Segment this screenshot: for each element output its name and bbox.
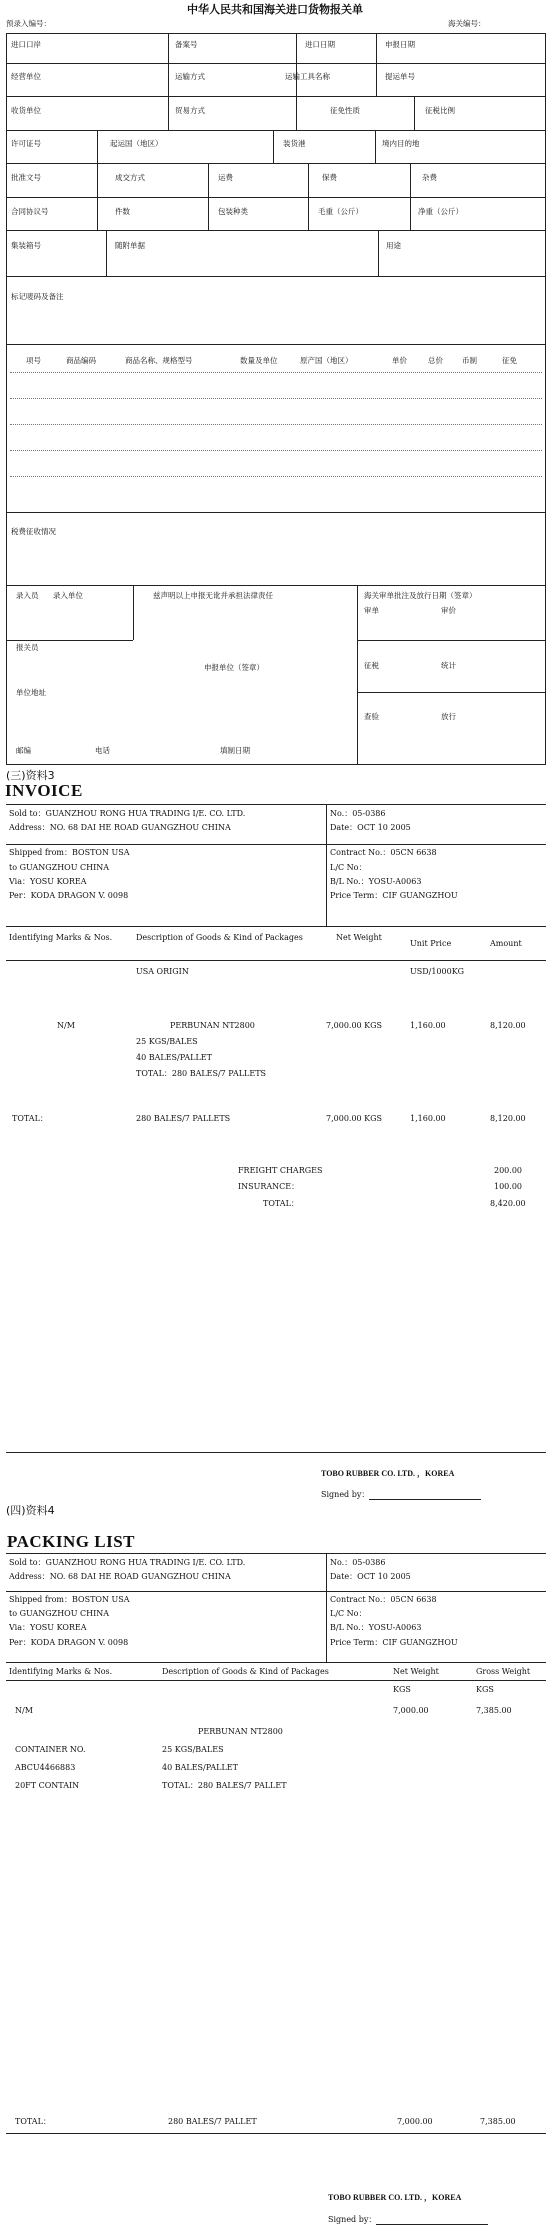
container-no-label: 集装箱号 [11,241,41,250]
row-divider [6,640,133,641]
customs-approval-label: 海关审单批注及放行日期（签章） [364,591,477,600]
invoice-sold-to: Sold to：GUANZHOU RONG HUA TRADING I/E. CO. LTD. [9,809,246,818]
packing-desc-2: 40 BALES/PALLET [162,1763,238,1772]
packing-marks: N/M [15,1706,33,1715]
packing-header-bottom [6,1662,546,1663]
invoice-bottom-line [6,1452,546,1453]
invoice-desc-2: 40 BALES/PALLET [136,1053,212,1062]
marks-remarks-label: 标记唛码及备注 [11,292,64,301]
packing-gross: 7,385.00 [476,1706,512,1715]
invoice-currency-unit: USD/1000KG [410,967,465,976]
invoice-total-amount: 8,120.00 [490,1114,526,1123]
form-border-left [6,33,7,764]
packing-to: to GUANGZHOU CHINA [9,1609,110,1618]
packing-section-label: (四)资料4 [6,1504,55,1517]
packing-net: 7,000.00 [393,1706,429,1715]
postcode-label: 邮编 [16,746,31,755]
invoice-header-divider [326,804,327,926]
currency-header: 币制 [462,356,477,365]
invoice-col-unit: Unit Price [410,939,452,948]
col-divider [97,130,98,163]
import-port-label: 进口口岸 [11,40,41,49]
packing-total-net: 7,000.00 [397,2117,433,2126]
trade-mode-label: 贸易方式 [175,106,205,115]
entry-person-label: 录入员 [16,591,39,600]
col-divider [168,33,169,130]
col-divider [97,163,98,197]
row-divider [6,230,546,231]
record-no-label: 备案号 [175,40,198,49]
origin-header: 原产国（地区） [300,356,353,365]
packing-net-unit: KGS [393,1685,411,1694]
package-type-label: 包装种类 [218,207,248,216]
attached-docs-label: 随附单据 [115,241,145,250]
exemption-header: 征免 [502,356,517,365]
unit-address-label: 单位地址 [16,688,46,697]
misc-fee-label: 杂费 [422,173,437,182]
invoice-marks: N/M [57,1021,75,1030]
form-border-top [6,33,546,34]
statistics-label: 统计 [441,661,456,670]
packing-container-no: ABCU4466883 [15,1763,76,1772]
tax-collection-label: 税费征收情况 [11,527,56,536]
packing-no: No.：05-0386 [330,1558,386,1567]
invoice-company: TOBO RUBBER CO. LTD. ，KOREA [321,1469,455,1478]
row-divider [6,163,546,164]
consignee-label: 收货单位 [11,106,41,115]
item-line [10,476,542,477]
operating-unit-label: 经营单位 [11,72,41,81]
invoice-per: Per：KODA DRAGON V. 0098 [9,891,129,900]
invoice-total-net: 7,000.00 KGS [326,1114,383,1123]
phone-label: 电话 [95,746,110,755]
invoice-section-label: (三)资料3 [6,769,55,782]
declaring-unit-label: 申报单位（签章） [204,663,264,672]
insurance-label: 保费 [322,173,337,182]
invoice-shipped-from: Shipped from：BOSTON USA [9,848,130,857]
item-line [10,398,542,399]
col-divider [273,130,274,163]
destination-label: 境内目的地 [382,139,420,148]
col-divider [376,33,377,63]
freight-label: 运费 [218,173,233,182]
invoice-header-top [6,804,546,805]
col-divider [378,230,379,276]
packing-col-desc: Description of Goods & Kind of Packages [162,1667,329,1676]
packing-header-top [6,1553,546,1554]
form-border-right [545,33,546,764]
form-title: 中华人民共和国海关进口货物报关单 [187,4,363,16]
form-border-bottom [6,764,546,765]
invoice-signature-line [369,1490,481,1500]
invoice-via: Via：YOSU KOREA [9,877,87,886]
col-divider [208,163,209,197]
packing-per: Per：KODA DRAGON V. 0098 [9,1638,129,1647]
col-divider [357,585,358,764]
invoice-total-label: TOTAL： [12,1114,48,1123]
packing-total-packages: 280 BALES/7 PALLET [168,2117,257,2126]
invoice-table-header-line [6,960,546,961]
invoice-header-bottom [6,926,546,927]
col-divider [106,230,107,276]
unit-price-header: 单价 [392,356,407,365]
import-date-label: 进口日期 [305,40,335,49]
invoice-desc-3: TOTAL：280 BALES/7 PALLETS [136,1069,267,1078]
col-divider [308,197,309,230]
invoice-grand-total-label: TOTAL： [263,1199,299,1208]
commodity-name-header: 商品名称、规格型号 [125,356,193,365]
total-price-header: 总价 [428,356,443,365]
packing-date: Date：OCT 10 2005 [330,1572,411,1581]
packing-bl-no: B/L No.：YOSU-A0063 [330,1623,422,1632]
pre-entry-no: 预录入编号： [6,19,51,28]
row-divider [6,276,546,277]
invoice-col-desc: Description of Goods & Kind of Packages [136,933,303,942]
invoice-net-weight: 7,000.00 KGS [326,1021,383,1030]
invoice-insurance: 100.00 [494,1182,522,1191]
fill-date-label: 填制日期 [220,746,250,755]
declare-date-label: 申报日期 [385,40,415,49]
inspection-label: 查验 [364,712,379,721]
invoice-signature [321,1490,481,1500]
packing-sold-to: Sold to：GUANZHOU RONG HUA TRADING I/E. CO. LTD. [9,1558,246,1567]
invoice-col-marks: Identifying Marks & Nos. [9,933,113,942]
item-line [10,450,542,451]
invoice-unit-price: 1,160.00 [410,1021,446,1030]
invoice-no: No.：05-0386 [330,809,386,818]
col-divider [308,163,309,197]
packing-table-header-line [6,1680,546,1681]
invoice-freight-label: FREIGHT CHARGES [238,1166,323,1175]
packing-signature-line [376,2215,488,2225]
price-review-label: 审价 [441,606,456,615]
packing-header-mid [6,1591,546,1592]
row-divider [6,512,546,513]
item-no-header: 项号 [26,356,41,365]
net-weight-label: 净重（公斤） [418,207,463,216]
tax-ratio-label: 征税比例 [425,106,455,115]
customs-no: 海关编号： [448,19,486,28]
row-divider [6,197,546,198]
packing-col-net: Net Weight [393,1667,439,1676]
col-divider [97,197,98,230]
review-label: 审单 [364,606,379,615]
invoice-to: to GUANGZHOU CHINA [9,863,110,872]
invoice-freight: 200.00 [494,1166,522,1175]
row-divider [6,344,546,345]
col-divider [133,585,134,640]
contract-no-label: 合同协议号 [11,207,49,216]
row-divider [6,585,546,586]
vessel-name-label: 运输工具名称 [285,72,330,81]
packing-total-gross: 7,385.00 [480,2117,516,2126]
row-divider [6,130,546,131]
col-divider [296,33,297,130]
trade-terms-label: 成交方式 [115,173,145,182]
invoice-lc-no: L/C No： [330,863,367,872]
commodity-code-header: 商品编码 [66,356,96,365]
packing-desc-1: 25 KGS/BALES [162,1745,224,1754]
declaration-statement: 兹声明以上申报无讹并承担法律责任 [153,591,273,600]
invoice-header-mid [6,844,546,845]
invoice-origin: USA ORIGIN [136,967,189,976]
col-divider [410,197,411,230]
packing-product: PERBUNAN NT2800 [198,1727,283,1736]
packing-via: Via：YOSU KOREA [9,1623,87,1632]
packing-container-type: 20FT CONTAIN [15,1781,80,1790]
bill-no-label: 提运单号 [385,72,415,81]
col-divider [414,96,415,130]
packing-desc-3: TOTAL：280 BALES/7 PALLET [162,1781,287,1790]
license-no-label: 许可证号 [11,139,41,148]
tax-levy-label: 征税 [364,661,379,670]
col-divider [376,63,377,96]
invoice-total-unit: 1,160.00 [410,1114,446,1123]
invoice-product: PERBUNAN NT2800 [170,1021,255,1030]
gross-weight-label: 毛重（公斤） [318,207,363,216]
packing-shipped-from: Shipped from：BOSTON USA [9,1595,130,1604]
item-line [10,372,542,373]
packing-signature [328,2215,488,2225]
packing-price-term: Price Term：CIF GUANGZHOU [330,1638,458,1647]
entry-unit-label: 录入单位 [53,591,83,600]
packing-total-label: TOTAL： [15,2117,51,2126]
col-divider [208,197,209,230]
row-divider [357,640,545,641]
packing-header-divider [326,1553,327,1662]
invoice-signed-by-label: Signed by： [321,1490,370,1499]
packing-container-label: CONTAINER NO. [15,1745,86,1754]
usage-label: 用途 [386,241,401,250]
invoice-desc-1: 25 KGS/BALES [136,1037,198,1046]
invoice-total-packages: 280 BALES/7 PALLETS [136,1114,231,1123]
packing-col-gross: Gross Weight [476,1667,531,1676]
invoice-contract-no: Contract No.：05CN 6638 [330,848,437,857]
invoice-col-net: Net Weight [336,933,382,942]
invoice-insurance-label: INSURANCE： [238,1182,300,1191]
row-divider [357,692,545,693]
packing-lc-no: L/C No： [330,1609,367,1618]
packing-title: PACKING LIST [7,1532,136,1551]
origin-country-label: 起运国（地区） [110,139,163,148]
packing-signed-by-label: Signed by： [328,2215,377,2224]
packing-bottom-line [6,2133,546,2134]
invoice-bl-no: B/L No.：YOSU-A0063 [330,877,422,886]
packing-address: Address：NO. 68 DAI HE ROAD GUANGZHOU CHINA [9,1572,231,1581]
release-label: 放行 [441,712,456,721]
packages-label: 件数 [115,207,130,216]
packing-contract-no: Contract No.：05CN 6638 [330,1595,437,1604]
approval-no-label: 批准文号 [11,173,41,182]
packing-company: TOBO RUBBER CO. LTD. ，KOREA [328,2193,462,2202]
transport-mode-label: 运输方式 [175,72,205,81]
invoice-title: INVOICE [5,781,83,800]
packing-col-marks: Identifying Marks & Nos. [9,1667,113,1676]
packing-gross-unit: KGS [476,1685,494,1694]
declarant-label: 报关员 [16,643,39,652]
exemption-nature-label: 征免性质 [330,106,360,115]
col-divider [375,130,376,163]
quantity-unit-header: 数量及单位 [240,356,278,365]
item-line [10,424,542,425]
loading-port-label: 装货港 [283,139,306,148]
invoice-col-amount: Amount [490,939,522,948]
col-divider [410,163,411,197]
invoice-price-term: Price Term：CIF GUANGZHOU [330,891,458,900]
invoice-amount: 8,120.00 [490,1021,526,1030]
invoice-date: Date：OCT 10 2005 [330,823,411,832]
row-divider [6,63,546,64]
invoice-address: Address：NO. 68 DAI HE ROAD GUANGZHOU CHINA [9,823,231,832]
row-divider [6,96,546,97]
invoice-grand-total: 8,420.00 [490,1199,526,1208]
